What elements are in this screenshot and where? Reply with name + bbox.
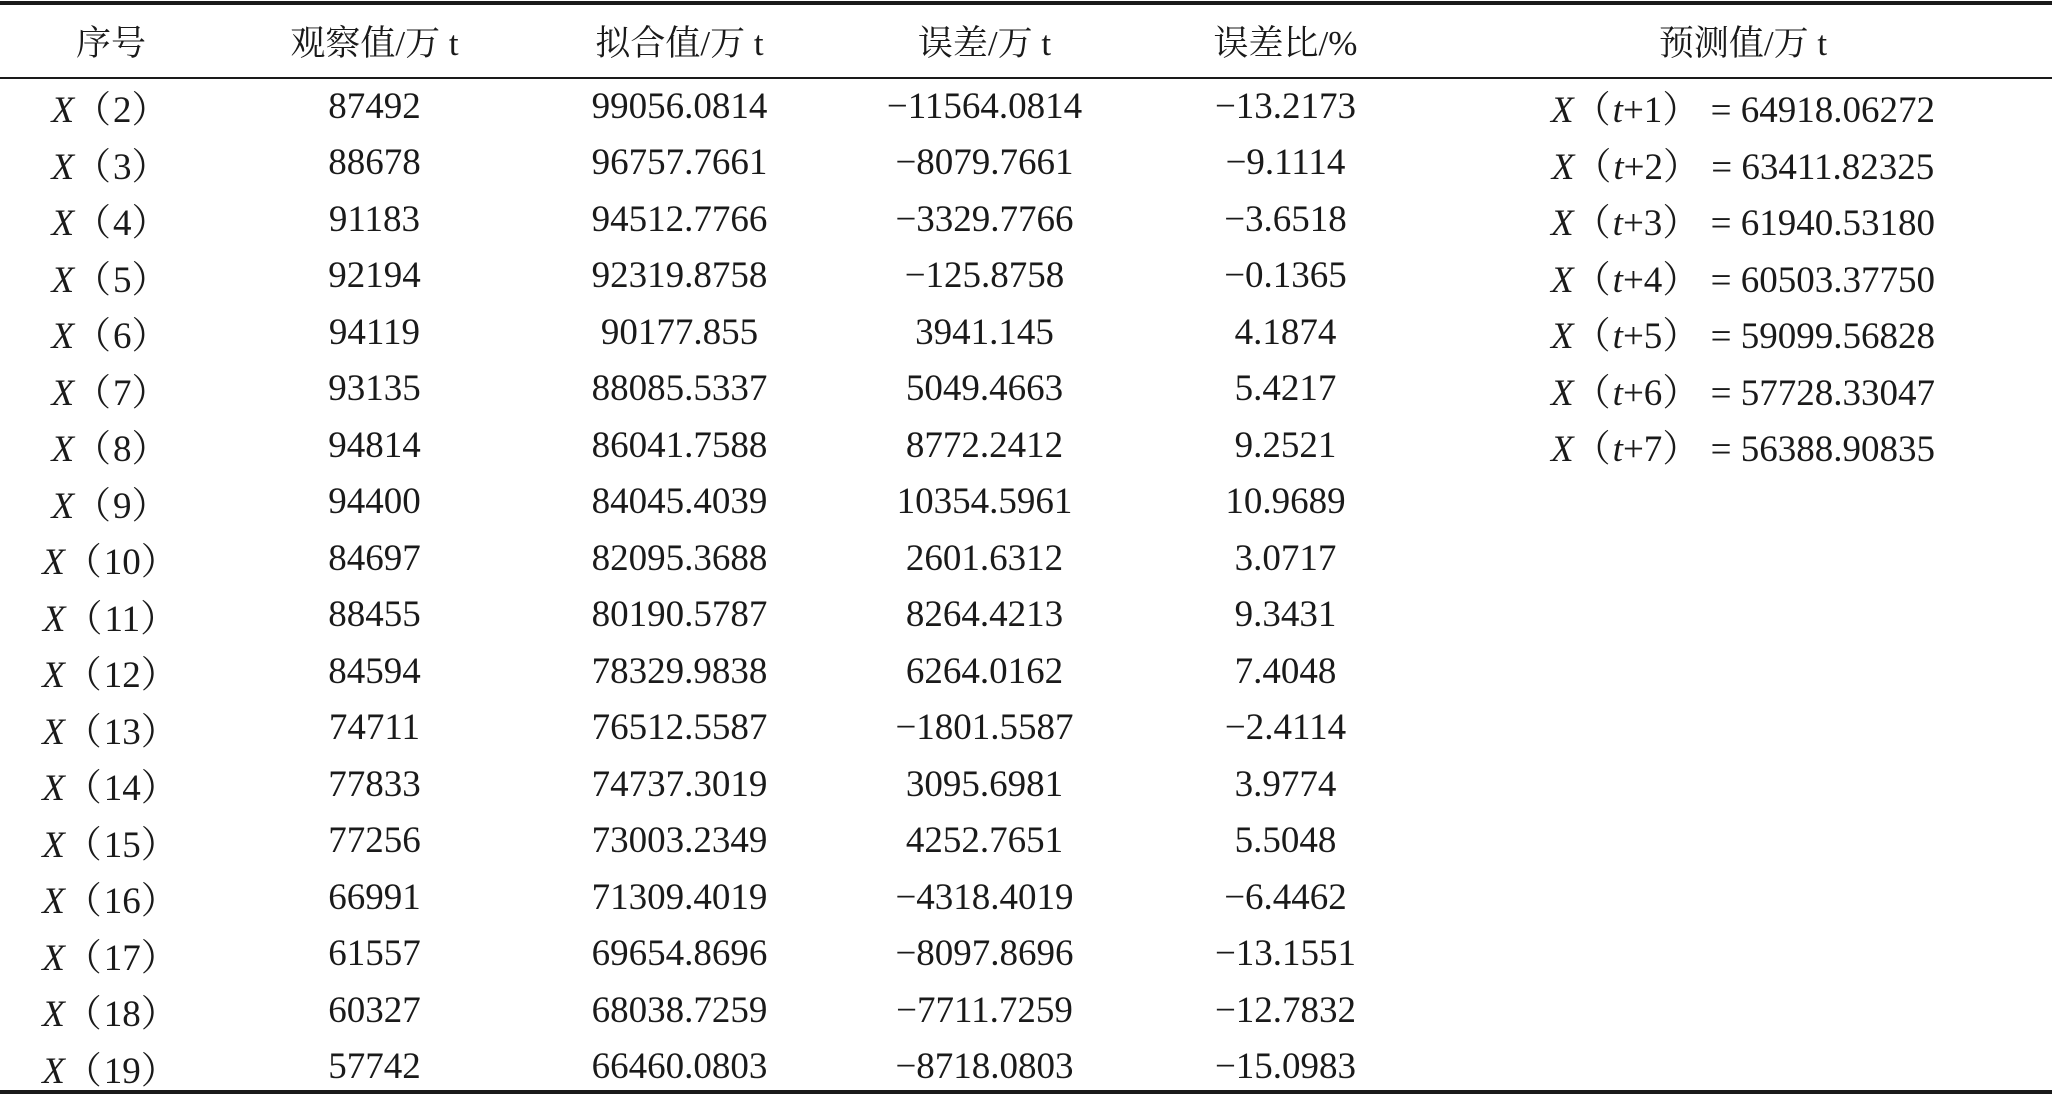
table-row: [0, 756, 2052, 813]
cell-error: 4252.7651: [832, 813, 1137, 870]
forecast-value: 59099.56828: [1741, 316, 1935, 357]
forecast-formula: [1551, 418, 1935, 472]
paren-close: ）: [140, 599, 179, 640]
cell-forecast: [1434, 700, 2052, 757]
paren-close: ）: [141, 881, 180, 922]
forecast-formula: [1551, 192, 1935, 246]
cell-observed: 84697: [222, 530, 527, 587]
cell-error-ratio: −13.2173: [1137, 78, 1434, 135]
table-row: [0, 474, 2052, 531]
table-row: [0, 982, 2052, 1039]
cell-forecast: [1434, 926, 2052, 983]
paren-open: （: [65, 825, 104, 866]
cell-index: [0, 926, 222, 983]
paren-close: ）: [1662, 373, 1701, 414]
index-variable: X: [42, 712, 65, 753]
cell-error: 6264.0162: [832, 643, 1137, 700]
table-row: [0, 530, 2052, 587]
paren-open: （: [65, 1051, 104, 1092]
cell-observed: 88678: [222, 135, 527, 192]
index-variable: X: [42, 881, 65, 922]
header-index: 序号: [0, 0, 222, 78]
index-number: 10: [104, 542, 141, 583]
forecast-value: 57728.33047: [1741, 373, 1935, 414]
forecast-step-variable: t: [1613, 203, 1623, 244]
paren-open: （: [74, 147, 113, 188]
paren-open: （: [74, 260, 113, 301]
cell-fitted: 82095.3688: [527, 530, 832, 587]
index-variable: X: [42, 655, 65, 696]
cell-error: −7711.7259: [832, 982, 1137, 1039]
index-variable: X: [42, 768, 65, 809]
cell-error-ratio: 4.1874: [1137, 304, 1434, 361]
cell-index: [0, 1039, 222, 1095]
paren-close: ）: [132, 203, 171, 244]
cell-fitted: 88085.5337: [527, 361, 832, 418]
forecast-value: 63411.82325: [1741, 147, 1934, 188]
paren-open: （: [1574, 90, 1613, 131]
cell-error: 5049.4663: [832, 361, 1137, 418]
paren-open: （: [1574, 260, 1613, 301]
paren-open: （: [65, 768, 104, 809]
index-number: 13: [104, 712, 141, 753]
table-row: [0, 78, 2052, 135]
paren-open: （: [65, 938, 104, 979]
index-variable: X: [51, 316, 74, 357]
cell-error-ratio: 9.3431: [1137, 587, 1434, 644]
cell-error-ratio: 10.9689: [1137, 474, 1434, 531]
forecast-variable: X: [1552, 147, 1575, 188]
index-variable: X: [51, 373, 74, 414]
index-number: 19: [104, 1051, 141, 1092]
cell-error: −125.8758: [832, 248, 1137, 305]
paren-close: ）: [1663, 147, 1702, 188]
index-number: 18: [104, 994, 141, 1035]
index-number: 9: [113, 486, 132, 527]
table-row: [0, 813, 2052, 870]
cell-observed: 87492: [222, 78, 527, 135]
forecast-value: 60503.37750: [1741, 260, 1935, 301]
index-number: 8: [113, 429, 132, 470]
table-row: [0, 248, 2052, 305]
paren-close: ）: [132, 486, 171, 527]
paren-open: （: [74, 203, 113, 244]
paren-close: ）: [132, 316, 171, 357]
index-variable: X: [51, 260, 74, 301]
paren-close: ）: [1662, 260, 1701, 301]
cell-error: −3329.7766: [832, 191, 1137, 248]
forecast-step: +5: [1623, 316, 1662, 357]
forecast-variable: X: [1551, 90, 1574, 131]
forecast-step-variable: t: [1613, 429, 1623, 470]
cell-error: 8772.2412: [832, 417, 1137, 474]
cell-error: 2601.6312: [832, 530, 1137, 587]
index-variable: X: [51, 429, 74, 470]
paren-close: ）: [132, 90, 171, 131]
cell-error: 8264.4213: [832, 587, 1137, 644]
cell-index: [0, 530, 222, 587]
cell-error-ratio: −3.6518: [1137, 191, 1434, 248]
cell-forecast: [1434, 361, 2052, 418]
paren-open: （: [65, 712, 104, 753]
index-number: 15: [104, 825, 141, 866]
paren-close: ）: [132, 373, 171, 414]
paren-open: （: [1574, 203, 1613, 244]
cell-error-ratio: −12.7832: [1137, 982, 1434, 1039]
forecast-variable: X: [1551, 429, 1574, 470]
paren-close: ）: [141, 825, 180, 866]
cell-index: [0, 361, 222, 418]
cell-error: −11564.0814: [832, 78, 1137, 135]
cell-fitted: 66460.0803: [527, 1039, 832, 1095]
cell-error-ratio: −9.1114: [1137, 135, 1434, 192]
header-error: 误差/万 t: [832, 0, 1137, 78]
index-variable: X: [51, 203, 74, 244]
cell-forecast: [1434, 191, 2052, 248]
equals-sign: =: [1701, 260, 1740, 301]
equals-sign: =: [1701, 203, 1740, 244]
cell-forecast: [1434, 587, 2052, 644]
cell-forecast: [1434, 756, 2052, 813]
paren-open: （: [74, 90, 113, 131]
forecast-step-variable: t: [1613, 260, 1623, 301]
cell-observed: 93135: [222, 361, 527, 418]
paren-open: （: [65, 994, 104, 1035]
cell-error-ratio: 3.0717: [1137, 530, 1434, 587]
cell-index: [0, 248, 222, 305]
cell-error-ratio: −0.1365: [1137, 248, 1434, 305]
cell-index: [0, 304, 222, 361]
cell-fitted: 96757.7661: [527, 135, 832, 192]
cell-index: [0, 700, 222, 757]
cell-observed: 66991: [222, 869, 527, 926]
cell-forecast: [1434, 417, 2052, 474]
forecast-step: +3: [1623, 203, 1662, 244]
index-variable: X: [51, 147, 74, 188]
cell-fitted: 90177.855: [527, 304, 832, 361]
index-variable: X: [42, 542, 65, 583]
cell-index: [0, 78, 222, 135]
cell-observed: 60327: [222, 982, 527, 1039]
cell-error-ratio: 9.2521: [1137, 417, 1434, 474]
cell-error: 3941.145: [832, 304, 1137, 361]
cell-error-ratio: 5.4217: [1137, 361, 1434, 418]
forecast-formula: [1551, 362, 1935, 416]
cell-error-ratio: 3.9774: [1137, 756, 1434, 813]
paren-open: （: [74, 373, 113, 414]
forecast-step: +6: [1623, 373, 1662, 414]
forecast-step-variable: t: [1613, 316, 1623, 357]
forecast-variable: X: [1551, 260, 1574, 301]
paren-close: ）: [141, 938, 180, 979]
cell-index: [0, 474, 222, 531]
paren-close: ）: [141, 712, 180, 753]
paren-open: （: [1574, 373, 1613, 414]
cell-fitted: 94512.7766: [527, 191, 832, 248]
cell-observed: 91183: [222, 191, 527, 248]
cell-fitted: 84045.4039: [527, 474, 832, 531]
table-row: [0, 304, 2052, 361]
table-row: [0, 361, 2052, 418]
cell-index: [0, 417, 222, 474]
cell-fitted: 86041.7588: [527, 417, 832, 474]
cell-fitted: 69654.8696: [527, 926, 832, 983]
cell-error: −8097.8696: [832, 926, 1137, 983]
paren-close: ）: [141, 542, 180, 583]
equals-sign: =: [1701, 429, 1740, 470]
forecast-value: 56388.90835: [1741, 429, 1935, 470]
cell-index: [0, 643, 222, 700]
paren-open: （: [65, 655, 104, 696]
cell-fitted: 78329.9838: [527, 643, 832, 700]
cell-error: −8718.0803: [832, 1039, 1137, 1095]
cell-fitted: 71309.4019: [527, 869, 832, 926]
cell-forecast: [1434, 643, 2052, 700]
cell-observed: 57742: [222, 1039, 527, 1095]
cell-error: −8079.7661: [832, 135, 1137, 192]
cell-observed: 74711: [222, 700, 527, 757]
header-error-ratio: 误差比/%: [1137, 0, 1434, 78]
cell-error: −1801.5587: [832, 700, 1137, 757]
forecast-formula: [1552, 136, 1935, 190]
index-number: 17: [104, 938, 141, 979]
forecast-variable: X: [1551, 373, 1574, 414]
equals-sign: =: [1702, 147, 1741, 188]
forecast-step-variable: t: [1613, 147, 1623, 188]
paren-open: （: [1574, 429, 1613, 470]
table-row: [0, 700, 2052, 757]
forecast-value: 61940.53180: [1741, 203, 1935, 244]
table-row: [0, 1039, 2052, 1095]
cell-fitted: 68038.7259: [527, 982, 832, 1039]
cell-observed: 88455: [222, 587, 527, 644]
cell-index: [0, 869, 222, 926]
cell-fitted: 74737.3019: [527, 756, 832, 813]
table-row: [0, 869, 2052, 926]
forecast-formula: [1551, 249, 1935, 303]
index-number: 2: [113, 90, 132, 131]
cell-fitted: 80190.5787: [527, 587, 832, 644]
cell-forecast: [1434, 78, 2052, 135]
paren-close: ）: [132, 429, 171, 470]
index-variable: X: [42, 825, 65, 866]
equals-sign: =: [1701, 316, 1740, 357]
table-row: [0, 135, 2052, 192]
cell-fitted: 76512.5587: [527, 700, 832, 757]
index-variable: X: [51, 486, 74, 527]
paren-close: ）: [141, 768, 180, 809]
paren-open: （: [65, 599, 104, 640]
header-observed: 观察值/万 t: [222, 0, 527, 78]
cell-observed: 84594: [222, 643, 527, 700]
forecast-step: +4: [1623, 260, 1662, 301]
cell-forecast: [1434, 248, 2052, 305]
cell-error: 10354.5961: [832, 474, 1137, 531]
table-row: [0, 191, 2052, 248]
table-body: [0, 78, 2052, 1095]
index-number: 5: [113, 260, 132, 301]
table-row: [0, 417, 2052, 474]
cell-index: [0, 982, 222, 1039]
cell-index: [0, 135, 222, 192]
paren-close: ）: [141, 1051, 180, 1092]
index-variable: X: [51, 90, 74, 131]
table-row: [0, 587, 2052, 644]
paren-close: ）: [1662, 203, 1701, 244]
forecast-step: +2: [1624, 147, 1663, 188]
forecast-value: 64918.06272: [1741, 90, 1935, 131]
cell-index: [0, 191, 222, 248]
cell-observed: 92194: [222, 248, 527, 305]
paren-close: ）: [1662, 90, 1701, 131]
cell-index: [0, 756, 222, 813]
cell-fitted: 73003.2349: [527, 813, 832, 870]
equals-sign: =: [1701, 90, 1740, 131]
paren-close: ）: [1662, 316, 1701, 357]
cell-error-ratio: −2.4114: [1137, 700, 1434, 757]
table-row: [0, 926, 2052, 983]
cell-error-ratio: 5.5048: [1137, 813, 1434, 870]
index-number: 6: [113, 316, 132, 357]
paren-close: ）: [141, 994, 180, 1035]
cell-observed: 94814: [222, 417, 527, 474]
cell-error-ratio: −13.1551: [1137, 926, 1434, 983]
header-forecast: 预测值/万 t: [1434, 0, 2052, 78]
cell-observed: 77833: [222, 756, 527, 813]
cell-forecast: [1434, 1039, 2052, 1095]
cell-fitted: 99056.0814: [527, 78, 832, 135]
cell-error: 3095.6981: [832, 756, 1137, 813]
cell-observed: 94400: [222, 474, 527, 531]
paren-open: （: [74, 429, 113, 470]
cell-error-ratio: 7.4048: [1137, 643, 1434, 700]
index-number: 3: [113, 147, 132, 188]
forecast-formula: [1551, 79, 1935, 133]
cell-error: −4318.4019: [832, 869, 1137, 926]
index-variable: X: [42, 938, 65, 979]
cell-forecast: [1434, 982, 2052, 1039]
index-number: 11: [104, 599, 140, 640]
forecast-step: +1: [1623, 90, 1662, 131]
cell-index: [0, 587, 222, 644]
index-number: 7: [113, 373, 132, 414]
cell-fitted: 92319.8758: [527, 248, 832, 305]
paren-open: （: [74, 486, 113, 527]
forecast-step: +7: [1623, 429, 1662, 470]
cell-observed: 61557: [222, 926, 527, 983]
forecast-step-variable: t: [1613, 373, 1623, 414]
forecast-variable: X: [1551, 203, 1574, 244]
cell-forecast: [1434, 869, 2052, 926]
index-variable: X: [42, 994, 65, 1035]
index-number: 14: [104, 768, 141, 809]
cell-forecast: [1434, 530, 2052, 587]
cell-error-ratio: −6.4462: [1137, 869, 1434, 926]
cell-forecast: [1434, 135, 2052, 192]
paren-close: ）: [132, 147, 171, 188]
cell-observed: 77256: [222, 813, 527, 870]
paren-close: ）: [1662, 429, 1701, 470]
paren-open: （: [74, 316, 113, 357]
forecast-formula: [1551, 305, 1935, 359]
forecast-variable: X: [1551, 316, 1574, 357]
equals-sign: =: [1701, 373, 1740, 414]
paren-open: （: [1574, 147, 1613, 188]
paren-open: （: [65, 881, 104, 922]
index-variable: X: [43, 599, 66, 640]
cell-observed: 94119: [222, 304, 527, 361]
cell-index: [0, 813, 222, 870]
paren-close: ）: [132, 260, 171, 301]
index-number: 16: [104, 881, 141, 922]
paren-close: ）: [141, 655, 180, 696]
table-row: [0, 643, 2052, 700]
paren-open: （: [65, 542, 104, 583]
paren-open: （: [1574, 316, 1613, 357]
cell-forecast: [1434, 813, 2052, 870]
index-number: 4: [113, 203, 132, 244]
index-number: 12: [104, 655, 141, 696]
header-fitted: 拟合值/万 t: [527, 0, 832, 78]
table-header-row: [0, 0, 2052, 78]
cell-forecast: [1434, 474, 2052, 531]
index-variable: X: [42, 1051, 65, 1092]
cell-forecast: [1434, 304, 2052, 361]
forecast-step-variable: t: [1613, 90, 1623, 131]
cell-error-ratio: −15.0983: [1137, 1039, 1434, 1095]
